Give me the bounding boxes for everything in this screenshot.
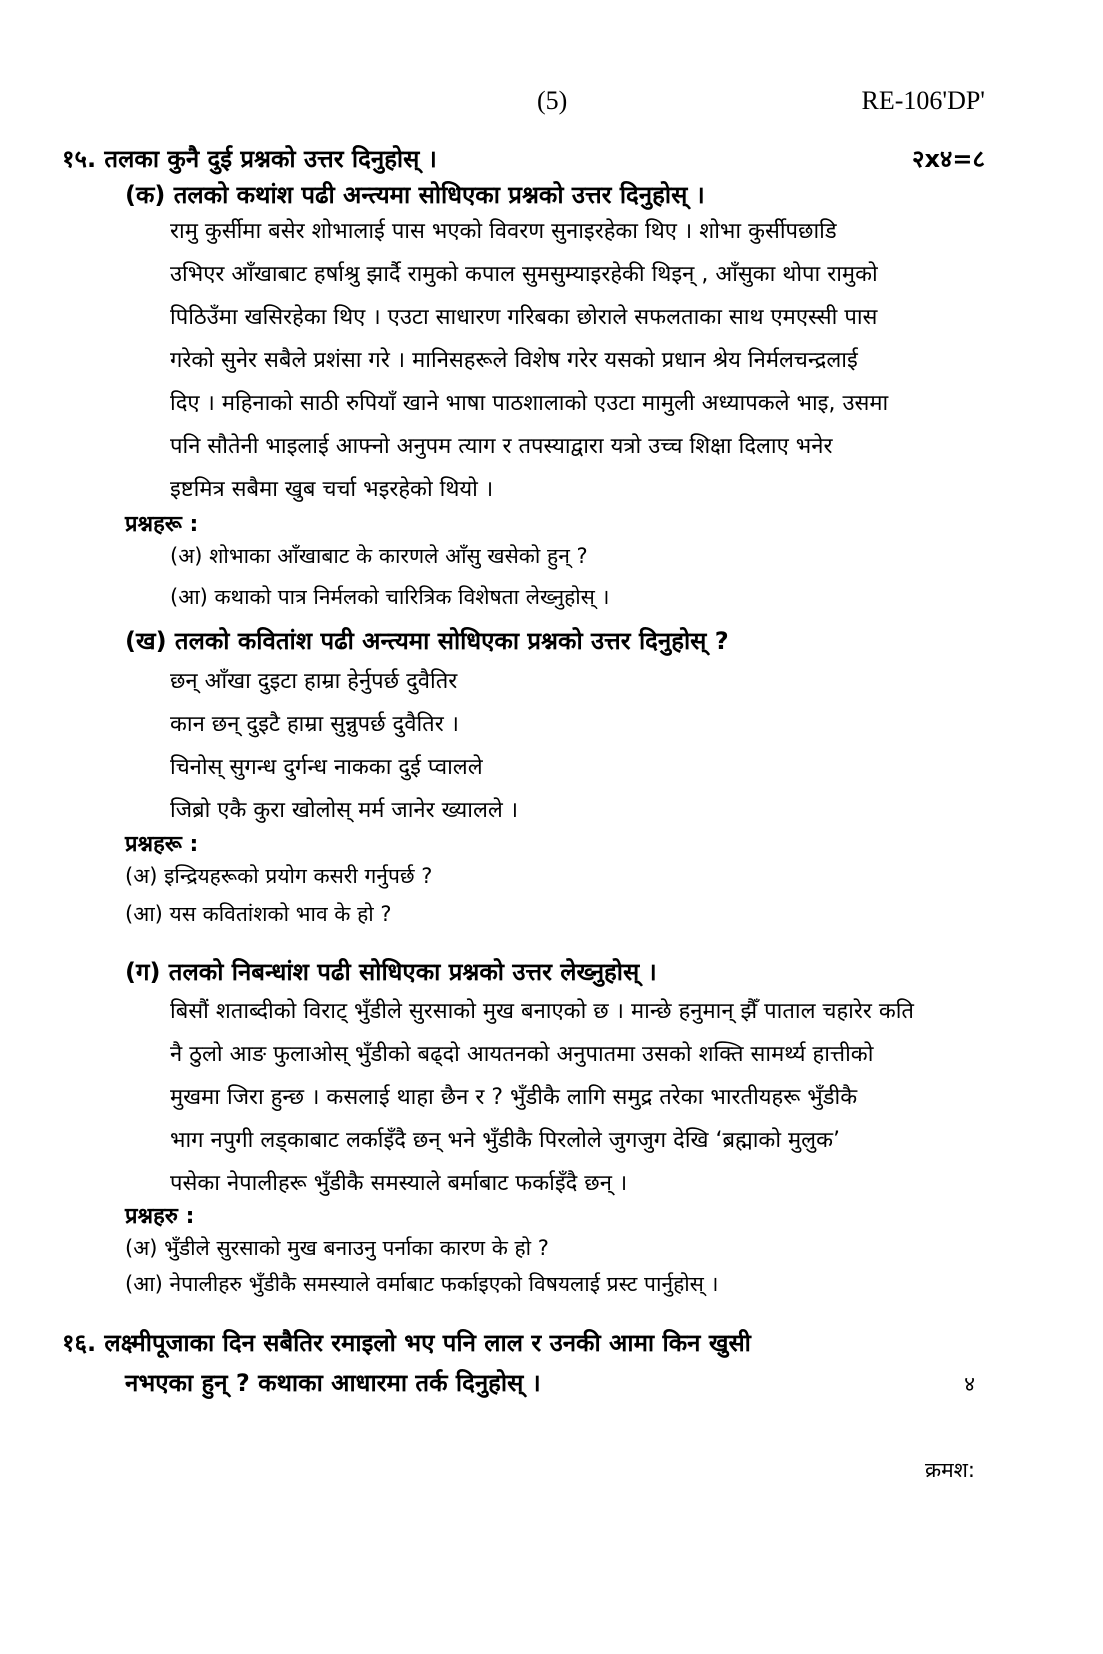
section-kha-question-a: (अ) इन्द्रियहरूको प्रयोग कसरी गर्नुपर्छ ? xyxy=(125,864,433,888)
section-kha-question-aa: (आ) यस कवितांशको भाव के हो ? xyxy=(125,902,392,926)
section-kha-poem xyxy=(170,660,518,832)
section-ka-passage xyxy=(170,210,888,511)
poem-line: छन् आँखा दुइटा हाम्रा हेर्नुपर्छ दुवैतिर xyxy=(170,669,458,694)
question-15-marks: २x४=८ xyxy=(911,145,985,173)
section-ka-question-a: (अ) शोभाका आँखाबाट के कारणले आँसु खसेको हुन् ? xyxy=(170,544,588,568)
passage-line: रामु कुर्सीमा बसेर शोभालाई पास भएको विवरण सुनाइरहेका थिए । शोभा कुर्सीपछाडि xyxy=(170,219,837,244)
section-ka-heading: (क) तलको कथांश पढी अन्त्यमा सोधिएका प्रश्नको उत्तर दिनुहोस् । xyxy=(125,181,705,209)
question-15-title: १५. तलका कुनै दुई प्रश्नको उत्तर दिनुहोस् । xyxy=(62,145,437,173)
passage-line: पिठिउँमा खसिरहेका थिए । एउटा साधारण गरिबका छोराले सफलताका साथ एमएस्सी पास xyxy=(170,305,878,330)
question-16-marks: ४ xyxy=(964,1372,975,1396)
passage-line: भाग नपुगी लड्काबाट लर्काइँदै छन् भने भुँडीकै पिरलोले जुगजुग देखि ‘ब्रह्माको मुलुक’ xyxy=(170,1128,840,1153)
section-ka-question-aa: (आ) कथाको पात्र निर्मलको चारित्रिक विशेषता लेख्नुहोस् । xyxy=(170,585,610,609)
passage-line: पसेका नेपालीहरू भुँडीकै समस्याले बर्माबाट फर्काइँदै छन् । xyxy=(170,1171,628,1196)
poem-line: चिनोस् सुगन्ध दुर्गन्ध नाकका दुई प्वालले xyxy=(170,755,483,780)
section-ga-heading: (ग) तलको निबन्धांश पढी सोधिएका प्रश्नको उत्तर लेख्नुहोस् । xyxy=(125,958,657,986)
passage-line: दिए । महिनाको साठी रुपियाँ खाने भाषा पाठशालाको एउटा मामुली अध्यापकले भाइ, उसमा xyxy=(170,391,889,416)
passage-line: नै ठुलो आङ फुलाओस् भुँडीको बढ्दो आयतनको अनुपातमा उसको शक्ति सामर्थ्य हात्तीको xyxy=(170,1042,874,1067)
section-ga-question-a: (अ) भुँडीले सुरसाको मुख बनाउनु पर्नाका कारण के हो ? xyxy=(125,1236,549,1260)
passage-line: उभिएर आँखाबाट हर्षाश्रु झार्दै रामुको कपाल सुमसुम्याइरहेकी थिइन् , आँसुका थोपा रामुको xyxy=(170,262,878,287)
passage-line: इष्टमित्र सबैमा खुब चर्चा भइरहेको थियो । xyxy=(170,477,494,502)
section-kha-questions-label: प्रश्नहरू : xyxy=(125,832,199,857)
section-kha-heading: (ख) तलको कवितांश पढी अन्त्यमा सोधिएका प्रश्नको उत्तर दिनुहोस् ? xyxy=(125,627,729,655)
passage-line: पनि सौतेनी भाइलाई आफ्नो अनुपम त्याग र तपस्याद्वारा यत्रो उच्च शिक्षा दिलाए भनेर xyxy=(170,434,833,459)
page-number: (5) xyxy=(537,86,568,115)
passage-line: मुखमा जिरा हुन्छ । कसलाई थाहा छैन र ? भुँडीकै लागि समुद्र तरेका भारतीयहरू भुँडीकै xyxy=(170,1085,858,1110)
question-16-line-2: नभएका हुन् ? कथाका आधारमा तर्क दिनुहोस् । xyxy=(125,1369,541,1397)
passage-line: गरेको सुनेर सबैले प्रशंसा गरे । मानिसहरूले विशेष गरेर यसको प्रधान श्रेय निर्मलचन्द्रलाई xyxy=(170,348,858,373)
section-ka-questions-label: प्रश्नहरू : xyxy=(125,512,199,537)
section-ga-question-aa: (आ) नेपालीहरु भुँडीकै समस्याले वर्माबाट फर्काइएको विषयलाई प्रस्ट पार्नुहोस् । xyxy=(125,1272,719,1296)
question-16-line-1: १६. लक्ष्मीपूजाका दिन सबैतिर रमाइलो भए पनि लाल र उनकी आमा किन खुसी xyxy=(62,1329,751,1357)
poem-line: कान छन् दुइटै हाम्रा सुन्नुपर्छ दुवैतिर । xyxy=(170,712,460,737)
section-ga-questions-label: प्रश्नहरु : xyxy=(125,1204,195,1229)
passage-line: बिसौं शताब्दीको विराट् भुँडीले सुरसाको मुख बनाएको छ । मान्छे हनुमान् झैँ पाताल चहारेर कति xyxy=(170,999,914,1024)
continued-label: क्रमश: xyxy=(924,1458,975,1482)
section-ga-passage xyxy=(170,990,914,1205)
poem-line: जिब्रो एकै कुरा खोलोस् मर्म जानेर ख्यालले । xyxy=(170,798,519,823)
paper-code: RE-106'DP' xyxy=(861,86,985,115)
